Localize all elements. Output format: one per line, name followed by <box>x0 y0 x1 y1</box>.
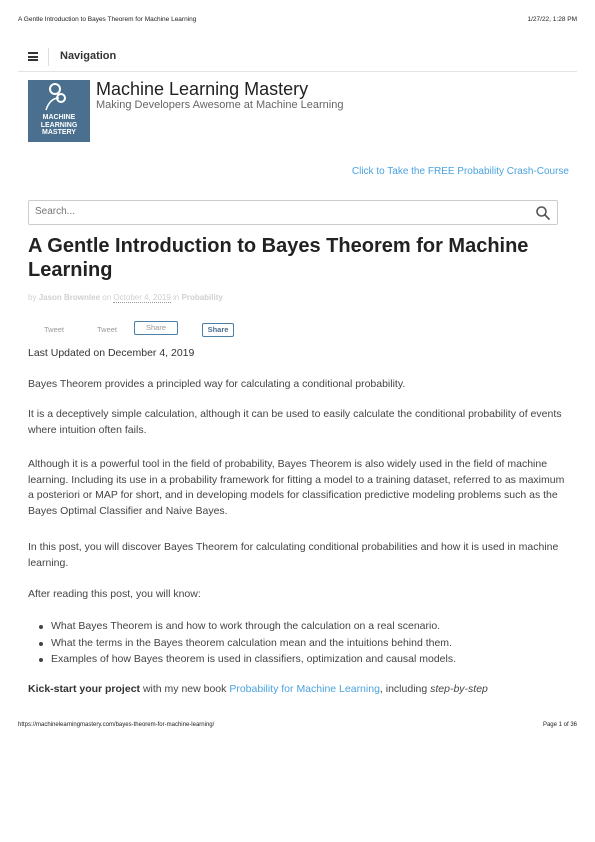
author-link[interactable]: Jason Brownlee <box>38 293 101 302</box>
paragraph-3: Although it is a powerful tool in the field of probability, Bayes Theorem is also widely used in the field of machine learning. Including its use in a probability framework for fitting a model to a training dataset, referred to as maximum a posteriori or MAP for short, and in developing models for classification predictive modeling problems such as the Bayes Optimal Classifier and Naive Bayes. <box>28 458 565 517</box>
byline <box>28 293 223 302</box>
share-button[interactable]: Share <box>134 321 178 335</box>
site-tagline: Making Developers Awesome at Machine Learning <box>96 99 344 111</box>
kickstart-text-2: , including <box>379 683 431 695</box>
learning-bullets <box>38 618 573 668</box>
search-box <box>28 200 558 225</box>
publish-date: October 4, 2019 <box>113 293 171 302</box>
print-header-datetime: 1/27/22, 1:28 PM <box>527 16 577 23</box>
navigation-bar <box>28 48 578 70</box>
tweet-button-2[interactable]: Tweet <box>97 325 118 334</box>
byline-by: by <box>28 293 37 302</box>
search-icon[interactable] <box>535 205 551 221</box>
tweet-button[interactable]: Tweet <box>44 325 65 334</box>
kickstart-text-1: with my new book <box>140 683 230 695</box>
share-button-2[interactable]: Share <box>202 323 234 337</box>
kickstart-bold: Kick-start your project <box>28 683 141 695</box>
hamburger-icon[interactable] <box>28 52 38 60</box>
kickstart-line <box>28 683 573 695</box>
category-link[interactable]: Probability <box>181 293 223 302</box>
logo-text: MACHINE LEARNING MASTERY <box>40 114 78 136</box>
print-header-title: A Gentle Introduction to Bayes Theorem for Machine Learning <box>18 16 197 23</box>
list-item: What Bayes Theorem is and how to work through the calculation on a real scenario. <box>38 618 573 635</box>
site-title[interactable]: Machine Learning Mastery <box>96 79 309 99</box>
article-title: A Gentle Introduction to Bayes Theorem for Machine Learning <box>28 235 529 281</box>
paragraph-2: It is a deceptively simple calculation, although it can be used to easily calculate the conditional probability of events where intuition often fails. <box>28 408 562 436</box>
list-item: What the terms in the Bayes theorem calculation mean and the intuitions behind them. <box>38 635 573 652</box>
paragraph-5: After reading this post, you will know: <box>28 588 201 600</box>
last-updated: Last Updated on December 4, 2019 <box>28 347 195 359</box>
site-logo[interactable] <box>28 80 90 142</box>
share-row <box>28 320 288 338</box>
paragraph-1: Bayes Theorem provides a principled way for calculating a conditional probability. <box>28 378 406 390</box>
book-link[interactable]: Probability for Machine Learning <box>229 683 380 695</box>
paragraph-4: In this post, you will discover Bayes Theorem for calculating conditional probabilities and how it is used in machine learning. <box>28 541 559 569</box>
print-footer-url: https://machinelearningmastery.com/bayes-theorem-for-machine-learning/ <box>18 722 215 728</box>
crash-course-link[interactable]: Click to Take the FREE Probability Crash-Course <box>351 166 569 177</box>
byline-on: on <box>102 293 112 302</box>
list-item: Examples of how Bayes theorem is used in classifiers, optimization and causal models. <box>38 651 573 668</box>
byline-in: in <box>173 293 180 302</box>
nav-divider <box>48 48 49 66</box>
nav-rule <box>18 71 577 72</box>
print-footer-page: Page 1 of 36 <box>542 722 577 728</box>
navigation-label[interactable]: Navigation <box>60 50 117 62</box>
search-input[interactable] <box>35 206 515 217</box>
kickstart-italic: step-by-step <box>430 683 488 695</box>
